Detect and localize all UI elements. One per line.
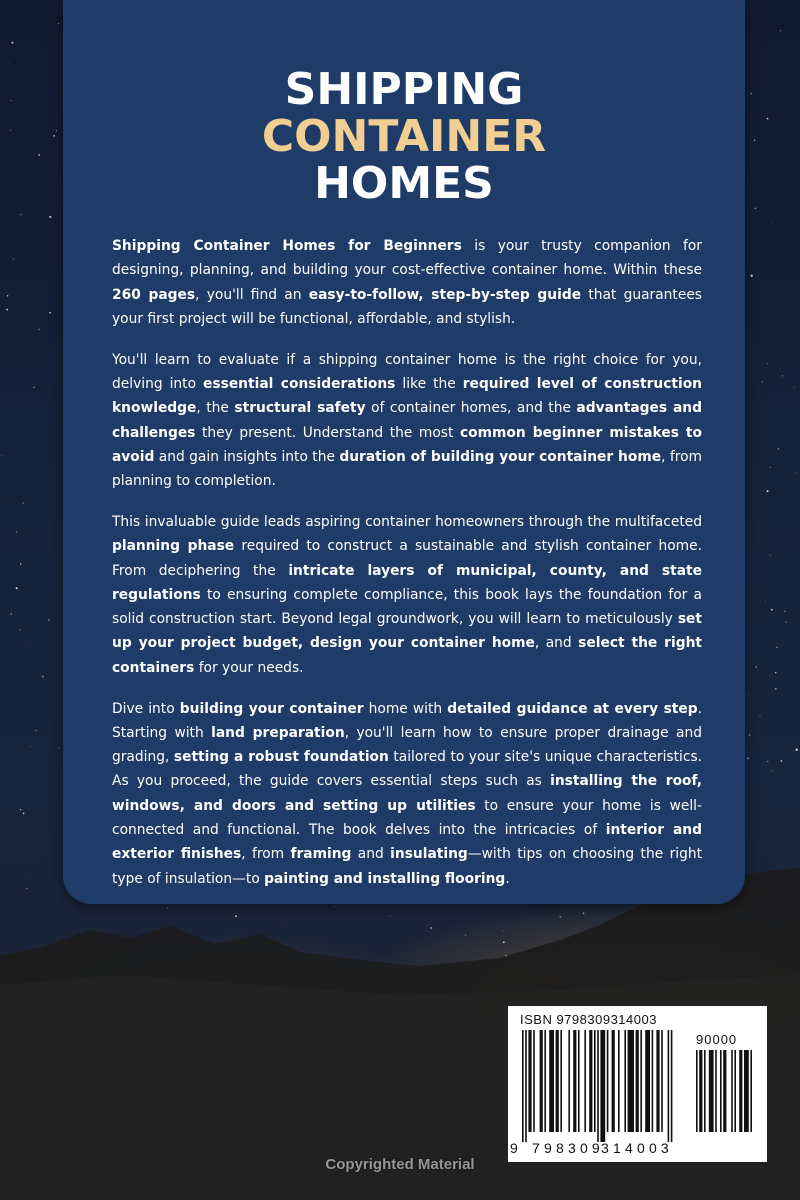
- description-text: is your trusty companion for designing, planning, and building your cost-effective container home. Within these: [112, 238, 702, 279]
- description-paragraph: [112, 510, 702, 680]
- barcode-bar: [594, 1030, 596, 1132]
- description-paragraph: [112, 697, 702, 891]
- barcode-bar: [549, 1030, 554, 1132]
- barcode-bar: [624, 1030, 626, 1132]
- barcode-bar: [699, 1050, 702, 1132]
- barcode-bar: [668, 1030, 670, 1142]
- book-description: [112, 234, 702, 907]
- barcode-bar: [704, 1050, 706, 1132]
- barcode-bar: [750, 1050, 752, 1132]
- description-text: to ensuring complete compliance, this book lays the foundation for a solid construction start. Beyond legal groundwork, you will learn to meticulously: [112, 586, 702, 628]
- barcode-bar: [589, 1030, 592, 1132]
- barcode-bar: [600, 1030, 605, 1142]
- description-text: .: [505, 870, 510, 887]
- description-emphasis: select the right containers: [112, 635, 703, 676]
- barcode-bar: [656, 1030, 659, 1132]
- barcode-bar: [720, 1050, 722, 1132]
- barcode-bar: [528, 1030, 531, 1132]
- description-text: —with tips on choosing the right type of insulation—to: [112, 846, 702, 887]
- barcode-bar: [560, 1030, 562, 1132]
- description-text: they present. Understand the most: [195, 424, 460, 441]
- isbn-label: ISBN 9798309314003: [520, 1012, 657, 1027]
- description-emphasis: common beginner mistakes to avoid: [112, 424, 703, 465]
- description-text: and: [351, 846, 391, 863]
- description-emphasis: structural safety: [234, 400, 366, 417]
- barcode-bar: [544, 1030, 546, 1132]
- description-text: home with: [363, 700, 448, 717]
- barcode-bar: [715, 1050, 717, 1132]
- description-emphasis: land preparation: [211, 724, 345, 741]
- description-emphasis: required level of construction knowledge: [112, 375, 702, 417]
- description-emphasis: building your container: [179, 700, 364, 717]
- description-emphasis: painting and installing flooring: [264, 870, 506, 887]
- description-text: required to construct a sustainable and stylish container home. From deciphering the: [112, 538, 702, 579]
- barcode-bar: [584, 1030, 586, 1132]
- barcode-bar: [597, 1030, 599, 1142]
- title-line-1: SHIPPING: [284, 64, 524, 115]
- description-emphasis: installing the roof, windows, and doors and setting up utilities: [112, 773, 703, 814]
- barcode-digits-group-2: 314003: [601, 1140, 673, 1156]
- barcode-bar: [522, 1030, 524, 1142]
- description-text: You'll learn to evaluate if a shipping container home is the right choice for you, delving into: [112, 351, 702, 392]
- description-text: like the: [395, 375, 463, 392]
- description-emphasis: framing: [290, 846, 352, 863]
- description-emphasis: essential considerations: [203, 375, 396, 392]
- barcode-bar: [533, 1030, 535, 1132]
- description-emphasis: interior and exterior finishes: [112, 822, 702, 863]
- barcode-bar: [744, 1050, 749, 1132]
- description-text: , you'll learn how to ensure proper drainage and grading,: [112, 724, 702, 766]
- description-text: and gain insights into the: [154, 448, 340, 465]
- description-text: , the: [196, 400, 235, 417]
- addon-barcode-bars: [696, 1050, 756, 1142]
- barcode-bar: [723, 1050, 726, 1132]
- description-paragraph: [112, 348, 702, 494]
- barcode-bar: [696, 1050, 698, 1132]
- barcode-bar: [578, 1030, 580, 1132]
- description-text: This invaluable guide leads aspiring container homeowners through the multifaceted: [112, 513, 702, 530]
- barcode-bar: [731, 1050, 733, 1132]
- description-emphasis: duration of building your container home: [339, 448, 662, 465]
- title-line-3: HOMES: [314, 158, 494, 209]
- barcode-bar: [645, 1030, 650, 1132]
- barcode-bar: [636, 1030, 639, 1132]
- barcode-bar: [628, 1030, 634, 1132]
- barcode-bar: [734, 1050, 736, 1132]
- description-text: for your needs.: [194, 659, 304, 676]
- description-text: , you'll find an: [195, 286, 309, 303]
- title-line-2: CONTAINER: [261, 111, 547, 162]
- description-text: Dive into: [112, 700, 180, 717]
- description-emphasis: detailed guidance at every step: [447, 700, 698, 717]
- description-text: of container homes, and the: [365, 400, 577, 417]
- description-emphasis: 260 pages: [112, 286, 196, 303]
- barcode-bar: [525, 1030, 527, 1142]
- barcode-bar: [540, 1030, 543, 1132]
- barcode-bar: [661, 1030, 663, 1132]
- barcode-bar: [739, 1050, 742, 1132]
- description-emphasis: easy-to-follow, step-by-step guide: [308, 286, 582, 303]
- description-emphasis: intricate layers of municipal, county, and state regulations: [112, 562, 702, 603]
- price-code: 90000: [696, 1032, 738, 1047]
- description-emphasis: set up your project budget, design your container home: [112, 611, 702, 652]
- barcode-bar: [556, 1030, 559, 1132]
- barcode-bar: [568, 1030, 570, 1132]
- barcode-bar: [652, 1030, 654, 1132]
- barcode-bar: [709, 1050, 714, 1132]
- description-emphasis: setting a robust foundation: [173, 749, 389, 766]
- description-text: , from: [241, 846, 291, 863]
- barcode-bar: [573, 1030, 576, 1132]
- description-text: to ensure your home is well-connected and functional. The book delves into the intricacies of: [112, 797, 702, 839]
- isbn-barcode: [508, 1006, 767, 1162]
- description-text: . Starting with: [112, 700, 703, 741]
- description-emphasis: advantages and challenges: [112, 400, 702, 441]
- barcode-digit-lead: 9: [510, 1140, 518, 1156]
- barcode-bar: [671, 1030, 673, 1142]
- description-emphasis: planning phase: [112, 538, 235, 555]
- barcode-bar: [612, 1030, 615, 1132]
- description-emphasis: insulating: [390, 846, 468, 863]
- description-text: that guarantees your first project will be functional, affordable, and stylish.: [112, 286, 702, 327]
- description-text: , from planning to completion.: [112, 448, 702, 490]
- book-title: [63, 66, 745, 207]
- barcode-bar: [640, 1030, 642, 1132]
- description-emphasis: Shipping Container Homes for Beginners: [112, 238, 462, 254]
- description-paragraph: [112, 234, 702, 331]
- description-text: tailored to your site's unique characteristics. As you proceed, the guide covers essential steps such as: [112, 749, 703, 790]
- copyright-watermark-bottom: Copyrighted Material: [325, 1156, 475, 1173]
- barcode-bar: [607, 1030, 609, 1132]
- barcode-digits-group-1: 798309: [532, 1140, 604, 1156]
- ean-barcode-bars: [522, 1030, 688, 1142]
- description-text: , and: [534, 635, 579, 652]
- barcode-bar: [618, 1030, 620, 1132]
